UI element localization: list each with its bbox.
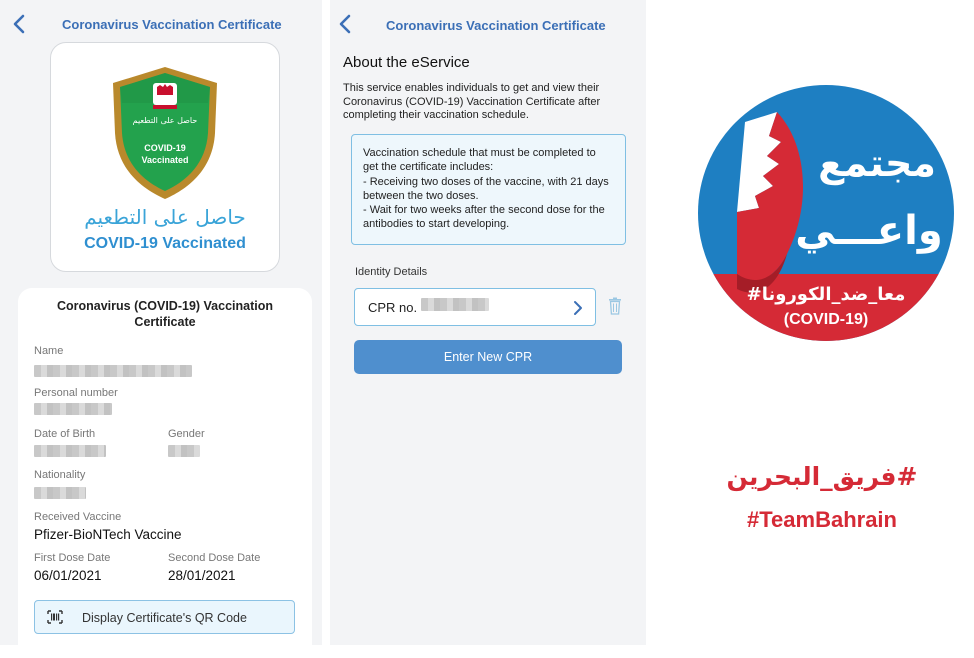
display-qr-code-button[interactable] xyxy=(34,600,295,634)
enter-new-cpr-button[interactable]: Enter New CPR xyxy=(354,340,622,374)
dob-label: Date of Birth xyxy=(34,428,96,440)
nationality-label: Nationality xyxy=(34,469,86,481)
vaccine-label: Received Vaccine xyxy=(34,511,122,523)
second-dose-value: 28/01/2021 xyxy=(168,568,236,583)
name-value-redacted xyxy=(34,365,192,377)
about-title: About the eService xyxy=(343,54,470,71)
cpr-selector[interactable] xyxy=(354,288,596,326)
personal-number-label: Personal number xyxy=(34,387,118,399)
vaccination-schedule-info xyxy=(351,134,626,245)
team-hashtag-ar: #فريق_البحرين xyxy=(726,462,918,491)
vaccinated-shield-icon xyxy=(105,63,225,203)
svg-text:Vaccinated: Vaccinated xyxy=(141,155,189,165)
qr-button-label: Display Certificate's QR Code xyxy=(82,611,247,625)
second-dose-label: Second Dose Date xyxy=(168,552,261,564)
cpr-value-redacted xyxy=(421,298,489,311)
identity-details-label: Identity Details xyxy=(355,266,428,278)
barcode-icon xyxy=(47,610,63,624)
nationality-redacted xyxy=(34,487,86,499)
info-line: Vaccination schedule that must be completed to get the certificate includes: xyxy=(363,147,596,174)
personal-number-redacted xyxy=(34,403,112,415)
certificate-screen xyxy=(0,0,322,645)
emblem-line2: واعـــي xyxy=(795,208,943,254)
emblem-banner-en: (COVID-19) xyxy=(783,311,869,328)
certificate-title: Coronavirus (COVID-19) Vaccination Certificate xyxy=(56,299,274,329)
svg-text:COVID-19: COVID-19 xyxy=(144,143,186,153)
vaccine-value: Pfizer-BioNTech Vaccine xyxy=(34,527,182,542)
emblem-banner-ar: #معا_ضد_الكورونا xyxy=(746,284,906,305)
nav-bar xyxy=(330,0,646,50)
badge-title-ar: حاصل على التطعيم xyxy=(84,205,246,229)
certificate-details-card xyxy=(18,288,312,645)
about-description: This service enables individuals to get and view their Coronavirus (COVID-19) Vaccination Certificate after completing their vaccination schedule. xyxy=(343,82,601,121)
trash-icon[interactable] xyxy=(608,297,622,315)
aware-community-emblem xyxy=(697,84,955,342)
nav-title: Coronavirus Vaccination Certificate xyxy=(62,17,282,32)
name-label: Name xyxy=(34,345,64,357)
info-line: - Receiving two doses of the vaccine, with 21 days between the two doses. xyxy=(363,175,609,202)
shield-text-ar: حاصل على التطعيم xyxy=(132,116,198,125)
back-arrow-icon[interactable] xyxy=(336,12,356,36)
eservice-screen xyxy=(330,0,646,645)
badge-title-en: COVID-19 Vaccinated xyxy=(84,235,246,252)
team-hashtag-en: #TeamBahrain xyxy=(747,507,897,532)
cpr-label: CPR no. xyxy=(368,300,418,315)
gender-label: Gender xyxy=(168,428,205,440)
first-dose-value: 06/01/2021 xyxy=(34,568,102,583)
first-dose-label: First Dose Date xyxy=(34,552,111,564)
gender-redacted xyxy=(168,445,200,457)
nav-title: Coronavirus Vaccination Certificate xyxy=(386,18,606,33)
emblem-line1: مجتمع xyxy=(818,141,936,185)
info-line: - Wait for two weeks after the second dose for the antibodies to start developing. xyxy=(363,204,605,231)
chevron-right-icon xyxy=(573,300,583,316)
back-arrow-icon[interactable] xyxy=(10,12,30,36)
dob-redacted xyxy=(34,445,106,457)
vaccinated-badge-card xyxy=(50,42,280,272)
